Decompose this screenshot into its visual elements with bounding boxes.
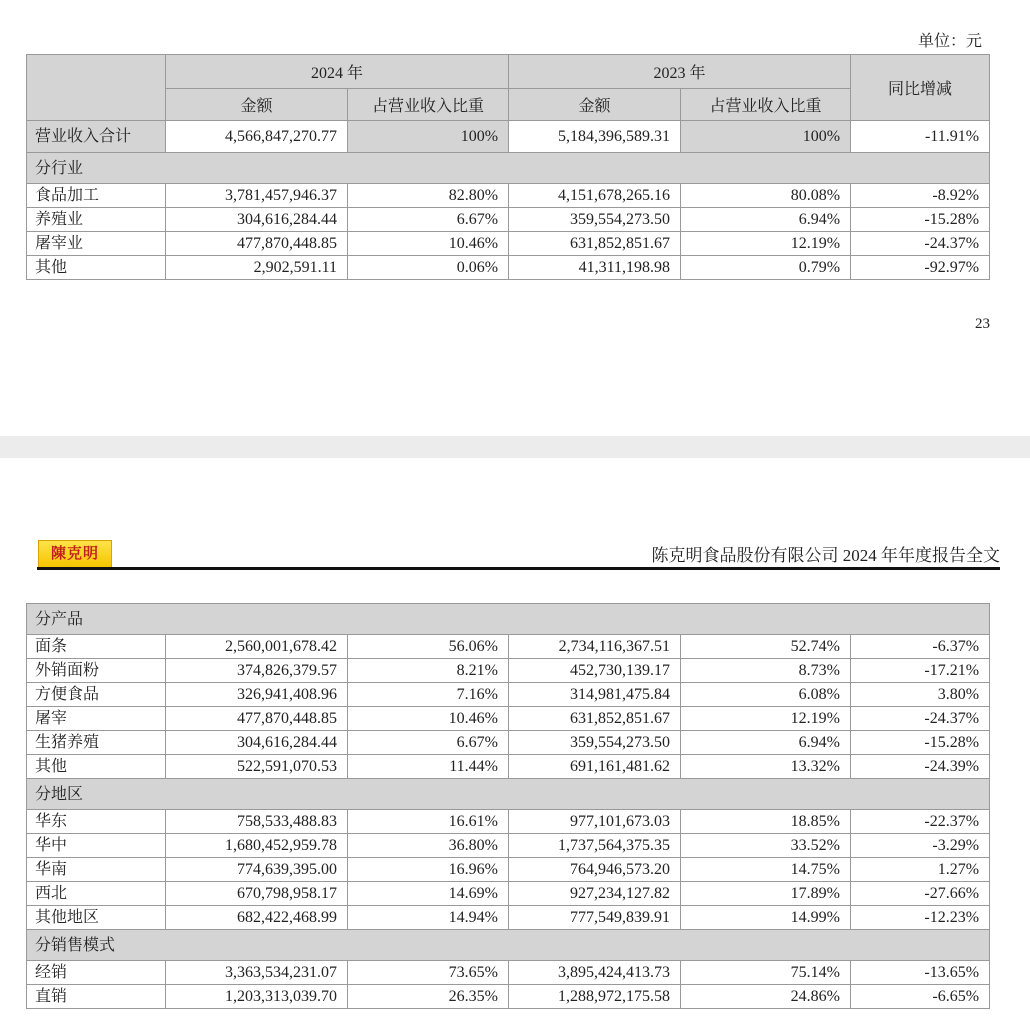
total-share-2024: 100% bbox=[348, 121, 509, 153]
table-row bbox=[27, 834, 990, 858]
header-share-2024: 占营业收入比重 bbox=[348, 89, 509, 121]
yoy-change: -13.65% bbox=[851, 961, 990, 985]
total-amount-2023: 5,184,396,589.31 bbox=[509, 121, 681, 153]
amount-2023: 777,549,839.91 bbox=[509, 906, 681, 930]
share-2023: 12.19% bbox=[681, 232, 851, 256]
header-2024: 2024 年 bbox=[166, 55, 509, 89]
amount-2023: 41,311,198.98 bbox=[509, 256, 681, 280]
section-title: 分销售模式 bbox=[27, 930, 990, 961]
amount-2023: 452,730,139.17 bbox=[509, 659, 681, 683]
amount-2023: 631,852,851.67 bbox=[509, 707, 681, 731]
header-amount-2023: 金额 bbox=[509, 89, 681, 121]
row-label: 屠宰 bbox=[27, 707, 166, 731]
table-row bbox=[27, 755, 990, 779]
page-separator bbox=[0, 436, 1030, 458]
share-2024: 11.44% bbox=[348, 755, 509, 779]
amount-2023: 1,737,564,375.35 bbox=[509, 834, 681, 858]
share-2023: 12.19% bbox=[681, 707, 851, 731]
section-title: 分产品 bbox=[27, 604, 990, 635]
row-label: 其他地区 bbox=[27, 906, 166, 930]
section-header-row bbox=[27, 779, 990, 810]
amount-2023: 359,554,273.50 bbox=[509, 208, 681, 232]
row-label: 其他 bbox=[27, 256, 166, 280]
header-divider bbox=[37, 567, 1000, 570]
amount-2024: 477,870,448.85 bbox=[166, 707, 348, 731]
header-amount-2024: 金额 bbox=[166, 89, 348, 121]
amount-2023: 4,151,678,265.16 bbox=[509, 184, 681, 208]
share-2024: 8.21% bbox=[348, 659, 509, 683]
share-2024: 16.61% bbox=[348, 810, 509, 834]
row-label: 方便食品 bbox=[27, 683, 166, 707]
share-2023: 0.79% bbox=[681, 256, 851, 280]
total-share-2023: 100% bbox=[681, 121, 851, 153]
table-row bbox=[27, 635, 990, 659]
section-header-row bbox=[27, 604, 990, 635]
amount-2023: 1,288,972,175.58 bbox=[509, 985, 681, 1009]
amount-2024: 670,798,958.17 bbox=[166, 882, 348, 906]
row-label: 养殖业 bbox=[27, 208, 166, 232]
row-label: 华东 bbox=[27, 810, 166, 834]
amount-2023: 927,234,127.82 bbox=[509, 882, 681, 906]
share-2024: 10.46% bbox=[348, 707, 509, 731]
table-row bbox=[27, 184, 990, 208]
share-2023: 80.08% bbox=[681, 184, 851, 208]
yoy-change: -6.65% bbox=[851, 985, 990, 1009]
section-header-row bbox=[27, 153, 990, 184]
amount-2024: 2,560,001,678.42 bbox=[166, 635, 348, 659]
share-2024: 16.96% bbox=[348, 858, 509, 882]
amount-2023: 3,895,424,413.73 bbox=[509, 961, 681, 985]
amount-2024: 774,639,395.00 bbox=[166, 858, 348, 882]
share-2023: 18.85% bbox=[681, 810, 851, 834]
share-2023: 8.73% bbox=[681, 659, 851, 683]
share-2023: 52.74% bbox=[681, 635, 851, 659]
share-2023: 13.32% bbox=[681, 755, 851, 779]
amount-2024: 682,422,468.99 bbox=[166, 906, 348, 930]
yoy-change: -15.28% bbox=[851, 731, 990, 755]
table-row bbox=[27, 961, 990, 985]
revenue-table-page1 bbox=[26, 54, 990, 280]
amount-2023: 691,161,481.62 bbox=[509, 755, 681, 779]
share-2024: 10.46% bbox=[348, 232, 509, 256]
amount-2023: 2,734,116,367.51 bbox=[509, 635, 681, 659]
row-label: 食品加工 bbox=[27, 184, 166, 208]
company-logo: 陳克明 bbox=[38, 540, 112, 568]
share-2024: 0.06% bbox=[348, 256, 509, 280]
amount-2024: 374,826,379.57 bbox=[166, 659, 348, 683]
table-row bbox=[27, 985, 990, 1009]
yoy-change: 1.27% bbox=[851, 858, 990, 882]
table-row bbox=[27, 256, 990, 280]
amount-2024: 326,941,408.96 bbox=[166, 683, 348, 707]
row-label: 屠宰业 bbox=[27, 232, 166, 256]
table-row bbox=[27, 810, 990, 834]
amount-2024: 522,591,070.53 bbox=[166, 755, 348, 779]
share-2023: 6.08% bbox=[681, 683, 851, 707]
share-2024: 73.65% bbox=[348, 961, 509, 985]
table-row bbox=[27, 683, 990, 707]
section-title: 分行业 bbox=[27, 153, 990, 184]
amount-2024: 1,680,452,959.78 bbox=[166, 834, 348, 858]
share-2023: 6.94% bbox=[681, 208, 851, 232]
row-label: 面条 bbox=[27, 635, 166, 659]
yoy-change: -12.23% bbox=[851, 906, 990, 930]
yoy-change: -24.37% bbox=[851, 707, 990, 731]
share-2023: 14.99% bbox=[681, 906, 851, 930]
header-yoy: 同比增减 bbox=[851, 55, 990, 121]
share-2023: 14.75% bbox=[681, 858, 851, 882]
row-label: 其他 bbox=[27, 755, 166, 779]
section-header-row bbox=[27, 930, 990, 961]
table-row bbox=[27, 707, 990, 731]
amount-2024: 304,616,284.44 bbox=[166, 208, 348, 232]
table-row bbox=[27, 906, 990, 930]
revenue-table-page2 bbox=[26, 603, 990, 1009]
yoy-change: -27.66% bbox=[851, 882, 990, 906]
row-label: 直销 bbox=[27, 985, 166, 1009]
share-2023: 75.14% bbox=[681, 961, 851, 985]
row-label: 生猪养殖 bbox=[27, 731, 166, 755]
row-label: 华中 bbox=[27, 834, 166, 858]
row-label: 经销 bbox=[27, 961, 166, 985]
total-yoy: -11.91% bbox=[851, 121, 990, 153]
document-title: 陈克明食品股份有限公司 2024 年年度报告全文 bbox=[651, 546, 1000, 565]
total-row bbox=[27, 121, 990, 153]
yoy-change: -17.21% bbox=[851, 659, 990, 683]
yoy-change: -6.37% bbox=[851, 635, 990, 659]
amount-2024: 304,616,284.44 bbox=[166, 731, 348, 755]
yoy-change: -24.37% bbox=[851, 232, 990, 256]
share-2024: 14.94% bbox=[348, 906, 509, 930]
amount-2024: 1,203,313,039.70 bbox=[166, 985, 348, 1009]
share-2024: 14.69% bbox=[348, 882, 509, 906]
header-share-2023: 占营业收入比重 bbox=[681, 89, 851, 121]
share-2024: 6.67% bbox=[348, 731, 509, 755]
header-2023: 2023 年 bbox=[509, 55, 851, 89]
total-label: 营业收入合计 bbox=[27, 121, 166, 153]
amount-2024: 3,363,534,231.07 bbox=[166, 961, 348, 985]
page-number: 23 bbox=[975, 316, 990, 332]
share-2024: 56.06% bbox=[348, 635, 509, 659]
yoy-change: 3.80% bbox=[851, 683, 990, 707]
share-2024: 26.35% bbox=[348, 985, 509, 1009]
unit-label: 单位：元 bbox=[917, 33, 982, 50]
yoy-change: -92.97% bbox=[851, 256, 990, 280]
share-2024: 7.16% bbox=[348, 683, 509, 707]
yoy-change: -8.92% bbox=[851, 184, 990, 208]
amount-2023: 359,554,273.50 bbox=[509, 731, 681, 755]
yoy-change: -15.28% bbox=[851, 208, 990, 232]
amount-2024: 477,870,448.85 bbox=[166, 232, 348, 256]
table-row bbox=[27, 659, 990, 683]
amount-2023: 977,101,673.03 bbox=[509, 810, 681, 834]
table-row bbox=[27, 208, 990, 232]
yoy-change: -22.37% bbox=[851, 810, 990, 834]
row-label: 外销面粉 bbox=[27, 659, 166, 683]
table-row bbox=[27, 858, 990, 882]
table-row bbox=[27, 731, 990, 755]
amount-2023: 314,981,475.84 bbox=[509, 683, 681, 707]
share-2023: 17.89% bbox=[681, 882, 851, 906]
share-2024: 36.80% bbox=[348, 834, 509, 858]
yoy-change: -3.29% bbox=[851, 834, 990, 858]
share-2023: 33.52% bbox=[681, 834, 851, 858]
row-label: 西北 bbox=[27, 882, 166, 906]
amount-2024: 2,902,591.11 bbox=[166, 256, 348, 280]
amount-2024: 758,533,488.83 bbox=[166, 810, 348, 834]
amount-2023: 764,946,573.20 bbox=[509, 858, 681, 882]
amount-2024: 3,781,457,946.37 bbox=[166, 184, 348, 208]
header-blank bbox=[27, 55, 166, 121]
section-title: 分地区 bbox=[27, 779, 990, 810]
yoy-change: -24.39% bbox=[851, 755, 990, 779]
table-row bbox=[27, 232, 990, 256]
share-2024: 6.67% bbox=[348, 208, 509, 232]
amount-2023: 631,852,851.67 bbox=[509, 232, 681, 256]
total-amount-2024: 4,566,847,270.77 bbox=[166, 121, 348, 153]
share-2023: 6.94% bbox=[681, 731, 851, 755]
share-2024: 82.80% bbox=[348, 184, 509, 208]
share-2023: 24.86% bbox=[681, 985, 851, 1009]
row-label: 华南 bbox=[27, 858, 166, 882]
table-row bbox=[27, 882, 990, 906]
